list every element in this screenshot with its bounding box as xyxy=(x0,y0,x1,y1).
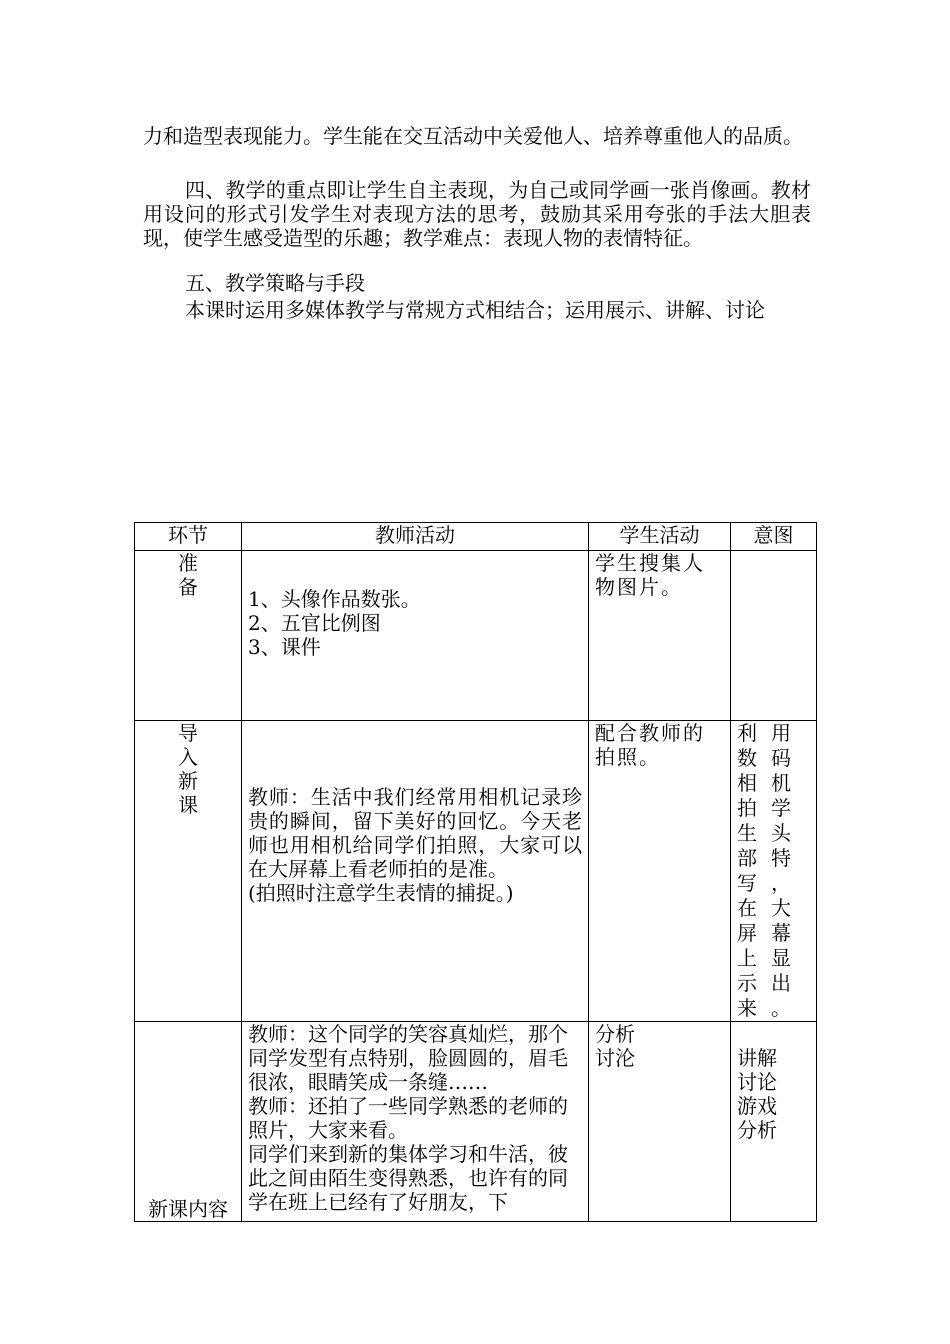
intent-text: 利用数码相机拍学生头部特写，在大屏幕上显示出来。 xyxy=(737,721,805,1020)
student-activity-cell xyxy=(589,551,731,721)
student-activity-cell xyxy=(589,721,731,1022)
table-header-row xyxy=(135,523,817,551)
intent-line: 分析 xyxy=(737,1118,777,1142)
stage-label: 新课内容 xyxy=(148,1197,228,1221)
header-intent: 意图 xyxy=(731,523,817,551)
student-line: 讨沦 xyxy=(595,1046,635,1070)
teacher-line: 教师：这个同学的笑容真灿烂，那个同学发型有点特别，脸圆圆的，眉毛很浓，眼睛笑成一条缝…… xyxy=(248,1022,568,1094)
header-stage: 环节 xyxy=(135,523,242,551)
teacher-line: 3、课件 xyxy=(248,635,321,659)
intro-heading-strategy: 五、教学策略与手段 xyxy=(185,271,365,295)
intent-line: 讲解 xyxy=(737,1046,777,1070)
intro-paragraph-1: 力和造型表现能力。学生能在交互活动中关爱他人、培养尊重他人的品质。 xyxy=(143,124,803,148)
teacher-activity-cell xyxy=(242,721,589,1022)
teacher-activity-cell xyxy=(242,551,589,721)
intent-cell xyxy=(731,721,817,1022)
header-teacher-activity: 教师活动 xyxy=(242,523,589,551)
student-line: 分析 xyxy=(595,1022,635,1046)
table-row xyxy=(135,1022,817,1222)
stage-cell xyxy=(135,721,242,1022)
stage-cell xyxy=(135,551,242,721)
intent-cell xyxy=(731,1022,817,1222)
lesson-plan-table xyxy=(134,522,817,1222)
teacher-line: 教师：生活中我们经常用相机记录珍贵的瞬间，留下美好的回忆。今天老师也用相机给同学们拍照，大家可以在大屏幕上看老师拍的是准。 xyxy=(248,785,582,881)
teacher-line: (拍照时注意学生表情的捕捉。) xyxy=(248,881,514,905)
teacher-line: 教师：还拍了一些同学熟悉的老师的照片，大家来看。 xyxy=(248,1094,568,1142)
header-student-activity: 学生活动 xyxy=(589,523,731,551)
teacher-line: 1、头像作品数张。 xyxy=(248,587,421,611)
intent-line: 讨论 xyxy=(737,1070,777,1094)
stage-label: 准备 xyxy=(178,551,198,599)
student-activity-text: 学生搜集人物图片。 xyxy=(595,551,705,599)
stage-cell xyxy=(135,1022,242,1222)
student-activity-cell xyxy=(589,1022,731,1222)
intro-paragraph-strategy: 本课时运用多媒体教学与常规方式相结合；运用展示、讲解、讨论 xyxy=(185,298,765,322)
student-activity-text: 配合教师的拍照。 xyxy=(595,721,705,769)
table-row xyxy=(135,551,817,721)
teacher-activity-cell xyxy=(242,1022,589,1222)
teacher-line: 2、五官比例图 xyxy=(248,611,381,635)
intent-cell xyxy=(731,551,817,721)
table-row xyxy=(135,721,817,1022)
stage-label: 导入新课 xyxy=(178,721,198,817)
intro-paragraph-key-points: 四、教学的重点即让学生自主表现，为自己或同学画一张肖像画。教材用设问的形式引发学生对表现方法的思考，鼓励其采用夸张的手法大胆表现，使学生感受造型的乐趣；教学难点：表现人物的表情特征。 xyxy=(143,178,811,250)
teacher-line: 同学们来到新的集体学习和牛活，彼此之间由陌生变得熟悉，也许有的同学在班上已经有了好朋友，下 xyxy=(248,1142,568,1214)
intent-line: 游戏 xyxy=(737,1094,777,1118)
